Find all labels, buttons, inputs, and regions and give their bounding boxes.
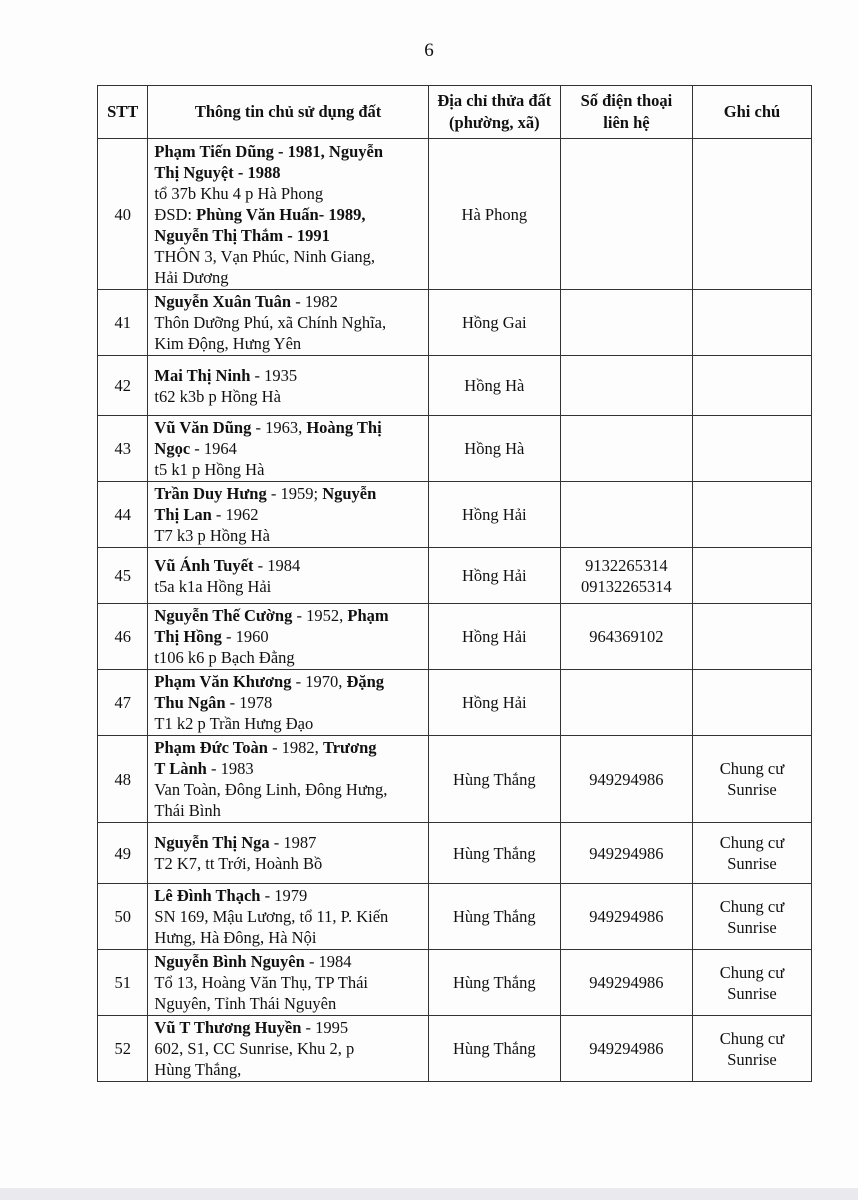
table-row bbox=[98, 290, 812, 356]
owner-info-line bbox=[154, 832, 427, 853]
table-row bbox=[98, 1016, 812, 1082]
cell-phone bbox=[560, 548, 692, 604]
owner-info-line bbox=[154, 576, 427, 597]
cell-address: Hùng Thắng bbox=[428, 1016, 560, 1082]
header-phone bbox=[560, 86, 692, 139]
cell-stt: 49 bbox=[98, 823, 148, 884]
cell-address: Hồng Gai bbox=[428, 290, 560, 356]
cell-stt: 50 bbox=[98, 884, 148, 950]
owner-name-text: Trương bbox=[322, 738, 377, 757]
owner-info-line bbox=[154, 951, 427, 972]
owner-info-line bbox=[154, 141, 427, 162]
cell-stt: 44 bbox=[98, 482, 148, 548]
owner-detail-text: - 1962 bbox=[211, 505, 259, 524]
owner-info-line bbox=[154, 459, 427, 480]
owner-detail-text: - 1960 bbox=[221, 627, 269, 646]
owner-name-text: T Lành bbox=[154, 759, 207, 778]
owner-detail-text: - 1935 bbox=[250, 365, 298, 385]
cell-note bbox=[692, 736, 811, 823]
owner-name-text: Vũ Văn Dũng bbox=[154, 418, 252, 437]
owner-name-text: Thị Lan bbox=[154, 505, 212, 524]
cell-address: Hùng Thắng bbox=[428, 950, 560, 1016]
cell-phone bbox=[560, 1016, 692, 1082]
owner-info-line bbox=[154, 386, 427, 407]
cell-address: Hồng Hải bbox=[428, 670, 560, 736]
owner-info-line bbox=[154, 312, 427, 333]
phone-number: 09132265314 bbox=[581, 576, 672, 596]
cell-stt: 43 bbox=[98, 416, 148, 482]
owner-info-line bbox=[154, 267, 427, 288]
cell-owner-info bbox=[148, 604, 428, 670]
page-number: 6 bbox=[424, 40, 434, 61]
header-phone-line-2: liên hệ bbox=[603, 113, 650, 132]
owner-detail-text: - 1984 bbox=[304, 952, 352, 971]
owner-info-line bbox=[154, 555, 427, 576]
cell-owner-info bbox=[148, 416, 428, 482]
owner-name-text: Lê Đình Thạch bbox=[154, 886, 261, 905]
owner-detail-text: THÔN 3, Vạn Phúc, Ninh Giang, bbox=[154, 246, 376, 266]
owner-name-text: Phạm Văn Khương bbox=[154, 672, 292, 691]
cell-owner-info bbox=[148, 1016, 428, 1082]
owner-detail-text: Hưng, Hà Đông, Hà Nội bbox=[154, 928, 317, 947]
cell-address: Hùng Thắng bbox=[428, 823, 560, 884]
cell-stt: 40 bbox=[98, 139, 148, 290]
header-address bbox=[428, 86, 560, 139]
owner-name-text: Vũ T Thương Huyền bbox=[154, 1018, 302, 1037]
cell-owner-info bbox=[148, 884, 428, 950]
owner-detail-text: - 1952, bbox=[292, 606, 348, 625]
owner-info-line bbox=[154, 800, 427, 821]
owner-detail-text: - 1982, bbox=[267, 738, 323, 757]
cell-phone bbox=[560, 356, 692, 416]
owner-detail-text: - 1982 bbox=[291, 292, 338, 311]
cell-note bbox=[692, 290, 811, 356]
cell-owner-info bbox=[148, 482, 428, 548]
table-row bbox=[98, 482, 812, 548]
table-row bbox=[98, 604, 812, 670]
cell-note bbox=[692, 548, 811, 604]
table-header-row bbox=[98, 86, 812, 139]
table-row bbox=[98, 823, 812, 884]
cell-address: Hồng Hà bbox=[428, 356, 560, 416]
owner-info-line bbox=[154, 183, 427, 204]
header-note: Ghi chú bbox=[692, 86, 811, 139]
owner-detail-text: Hùng Thắng, bbox=[154, 1060, 242, 1079]
owner-info-line bbox=[154, 885, 427, 906]
table-body bbox=[98, 139, 812, 1082]
cell-address: Hồng Hải bbox=[428, 604, 560, 670]
cell-stt: 51 bbox=[98, 950, 148, 1016]
owner-info-line bbox=[154, 758, 427, 779]
owner-name-text: Nguyễn Thị Thắm - 1991 bbox=[154, 225, 330, 245]
note-text: Chung cư bbox=[719, 759, 785, 778]
owner-detail-text: Hải Dương bbox=[154, 267, 229, 287]
owner-detail-text: t106 k6 p Bạch Đằng bbox=[154, 648, 295, 667]
cell-owner-info bbox=[148, 356, 428, 416]
owner-detail-text: - 1995 bbox=[301, 1018, 349, 1037]
cell-owner-info bbox=[148, 823, 428, 884]
owner-detail-text: - 1970, bbox=[291, 672, 347, 691]
owner-info-line bbox=[154, 906, 427, 927]
owner-info-line bbox=[154, 1017, 427, 1038]
owner-detail-text: - 1978 bbox=[225, 693, 273, 712]
owner-name-text: Phạm Đức Toàn bbox=[154, 738, 268, 757]
owner-info-line bbox=[154, 291, 427, 312]
owner-detail-text: Nguyên, Tỉnh Thái Nguyên bbox=[154, 994, 337, 1013]
cell-address: Hùng Thắng bbox=[428, 884, 560, 950]
owner-detail-text: t5 k1 p Hồng Hà bbox=[154, 460, 265, 479]
owner-name-text: Thị Nguyệt - 1988 bbox=[154, 162, 281, 182]
owner-name-text: Thị Hồng bbox=[154, 627, 222, 646]
owner-detail-text: - 1963, bbox=[251, 418, 307, 437]
owner-detail-text: Kim Động, Hưng Yên bbox=[154, 334, 302, 353]
header-owner-info: Thông tin chủ sử dụng đất bbox=[148, 86, 428, 139]
cell-stt: 45 bbox=[98, 548, 148, 604]
table-row bbox=[98, 950, 812, 1016]
cell-phone bbox=[560, 823, 692, 884]
note-text: Sunrise bbox=[727, 780, 777, 799]
table-row bbox=[98, 416, 812, 482]
cell-address: Hùng Thắng bbox=[428, 736, 560, 823]
cell-owner-info bbox=[148, 670, 428, 736]
cell-owner-info bbox=[148, 139, 428, 290]
cell-address: Hồng Hải bbox=[428, 482, 560, 548]
cell-note bbox=[692, 482, 811, 548]
cell-owner-info bbox=[148, 950, 428, 1016]
table-row bbox=[98, 356, 812, 416]
cell-note bbox=[692, 416, 811, 482]
owner-name-text: Phạm bbox=[347, 606, 389, 625]
owner-info-line bbox=[154, 417, 427, 438]
owner-info-line bbox=[154, 525, 427, 546]
owner-name-text: Phạm Tiến Dũng - 1981, Nguyễn bbox=[154, 141, 384, 161]
cell-phone bbox=[560, 416, 692, 482]
owner-info-line bbox=[154, 737, 427, 758]
owner-name-text: Mai Thị Ninh bbox=[154, 365, 251, 385]
cell-stt: 48 bbox=[98, 736, 148, 823]
owner-info-line bbox=[154, 713, 427, 734]
phone-number: 9132265314 bbox=[585, 555, 668, 575]
owner-name-text: Nguyễn Bình Nguyên bbox=[154, 952, 305, 971]
owner-detail-text: 602, S1, CC Sunrise, Khu 2, p bbox=[154, 1039, 355, 1058]
note-text: Chung cư bbox=[719, 1028, 785, 1048]
cell-note bbox=[692, 356, 811, 416]
header-address-line-2: (phường, xã) bbox=[449, 113, 540, 132]
cell-phone bbox=[560, 290, 692, 356]
cell-phone bbox=[560, 670, 692, 736]
owner-detail-text: - 1979 bbox=[260, 886, 308, 905]
owner-name-text: Ngọc bbox=[154, 439, 191, 458]
owner-name-text: Nguyễn Xuân Tuân bbox=[154, 292, 292, 311]
owner-detail-text: T2 K7, tt Trới, Hoành Bồ bbox=[154, 854, 323, 873]
land-owner-table bbox=[97, 85, 812, 1082]
owner-detail-text: Van Toàn, Đông Linh, Đông Hưng, bbox=[154, 780, 388, 799]
owner-detail-text: - 1983 bbox=[206, 759, 254, 778]
cell-owner-info bbox=[148, 290, 428, 356]
cell-phone bbox=[560, 884, 692, 950]
cell-note bbox=[692, 823, 811, 884]
owner-detail-text: Thái Bình bbox=[154, 801, 221, 820]
owner-info-line bbox=[154, 225, 427, 246]
owner-info-line bbox=[154, 1038, 427, 1059]
owner-info-line bbox=[154, 246, 427, 267]
owner-info-line bbox=[154, 1059, 427, 1080]
table-row bbox=[98, 670, 812, 736]
note-text: Sunrise bbox=[727, 983, 777, 1003]
owner-detail-text: Tổ 13, Hoàng Văn Thụ, TP Thái bbox=[154, 973, 368, 992]
owner-info-line bbox=[154, 204, 427, 225]
note-text: Sunrise bbox=[727, 854, 777, 873]
owner-info-line bbox=[154, 365, 427, 386]
owner-detail-text: tổ 37b Khu 4 p Hà Phong bbox=[154, 183, 324, 203]
note-text: Chung cư bbox=[719, 962, 785, 982]
cell-phone bbox=[560, 139, 692, 290]
phone-number: 949294986 bbox=[589, 907, 664, 926]
cell-address: Hà Phong bbox=[428, 139, 560, 290]
phone-number: 949294986 bbox=[589, 973, 664, 992]
note-text: Chung cư bbox=[719, 896, 785, 916]
owner-detail-text: - 1964 bbox=[190, 439, 237, 458]
table-row bbox=[98, 736, 812, 823]
cell-stt: 41 bbox=[98, 290, 148, 356]
cell-phone bbox=[560, 482, 692, 548]
phone-number: 949294986 bbox=[589, 769, 664, 789]
owner-detail-text: T1 k2 p Trần Hưng Đạo bbox=[154, 714, 314, 733]
cell-stt: 46 bbox=[98, 604, 148, 670]
phone-number: 949294986 bbox=[589, 1039, 664, 1058]
cell-note bbox=[692, 670, 811, 736]
cell-phone bbox=[560, 950, 692, 1016]
owner-detail-text: SN 169, Mậu Lương, tổ 11, P. Kiến bbox=[154, 907, 389, 926]
table-row bbox=[98, 139, 812, 290]
owner-name-text: Trần Duy Hưng bbox=[154, 484, 267, 503]
owner-info-line bbox=[154, 972, 427, 993]
owner-info-line bbox=[154, 927, 427, 948]
header-address-line-1: Địa chỉ thửa đất bbox=[437, 91, 552, 110]
owner-name-text: Đặng bbox=[346, 672, 385, 691]
table-row bbox=[98, 548, 812, 604]
table-row bbox=[98, 884, 812, 950]
owner-detail-text: T7 k3 p Hồng Hà bbox=[154, 526, 270, 545]
owner-name-text: Nguyễn Thế Cường bbox=[154, 606, 293, 625]
cell-phone bbox=[560, 604, 692, 670]
cell-stt: 52 bbox=[98, 1016, 148, 1082]
owner-info-line bbox=[154, 605, 427, 626]
owner-info-line bbox=[154, 504, 427, 525]
cell-owner-info bbox=[148, 736, 428, 823]
phone-number: 964369102 bbox=[589, 627, 664, 646]
bottom-edge bbox=[0, 1188, 858, 1200]
owner-info-line bbox=[154, 483, 427, 504]
cell-note bbox=[692, 139, 811, 290]
owner-name-text: Vũ Ánh Tuyết bbox=[154, 555, 254, 575]
header-phone-line-1: Số điện thoại bbox=[580, 91, 673, 110]
owner-detail-text: - 1984 bbox=[253, 555, 301, 575]
owner-name-text: Nguyễn Thị Nga bbox=[154, 833, 270, 852]
owner-detail-text: t62 k3b p Hồng Hà bbox=[154, 386, 281, 406]
owner-info-line bbox=[154, 993, 427, 1014]
owner-info-line bbox=[154, 438, 427, 459]
owner-detail-text: - 1987 bbox=[269, 833, 317, 852]
owner-info-line bbox=[154, 333, 427, 354]
owner-name-text: Nguyễn bbox=[322, 484, 377, 503]
phone-number: 949294986 bbox=[589, 843, 664, 863]
owner-info-line bbox=[154, 853, 427, 874]
cell-phone bbox=[560, 736, 692, 823]
owner-info-line bbox=[154, 779, 427, 800]
note-text: Chung cư bbox=[719, 833, 785, 852]
cell-address: Hồng Hà bbox=[428, 416, 560, 482]
owner-detail-text: Thôn Dưỡng Phú, xã Chính Nghĩa, bbox=[154, 313, 387, 332]
cell-note bbox=[692, 1016, 811, 1082]
owner-info-line bbox=[154, 647, 427, 668]
owner-info-line bbox=[154, 671, 427, 692]
note-text: Sunrise bbox=[727, 917, 777, 937]
note-text: Sunrise bbox=[727, 1049, 777, 1069]
owner-name-text: Hoàng Thị bbox=[306, 418, 382, 437]
cell-note bbox=[692, 604, 811, 670]
owner-info-line bbox=[154, 626, 427, 647]
cell-stt: 47 bbox=[98, 670, 148, 736]
header-stt: STT bbox=[98, 86, 148, 139]
owner-detail-text: t5a k1a Hồng Hải bbox=[154, 576, 272, 596]
owner-detail-text: - 1959; bbox=[266, 484, 323, 503]
owner-detail-text: ĐSD: bbox=[154, 204, 197, 224]
cell-stt: 42 bbox=[98, 356, 148, 416]
owner-name-text: Phùng Văn Huấn- 1989, bbox=[196, 204, 366, 224]
owner-info-line bbox=[154, 692, 427, 713]
cell-note bbox=[692, 950, 811, 1016]
owner-info-line bbox=[154, 162, 427, 183]
cell-owner-info bbox=[148, 548, 428, 604]
owner-name-text: Thu Ngân bbox=[154, 693, 226, 712]
cell-address: Hồng Hải bbox=[428, 548, 560, 604]
cell-note bbox=[692, 884, 811, 950]
